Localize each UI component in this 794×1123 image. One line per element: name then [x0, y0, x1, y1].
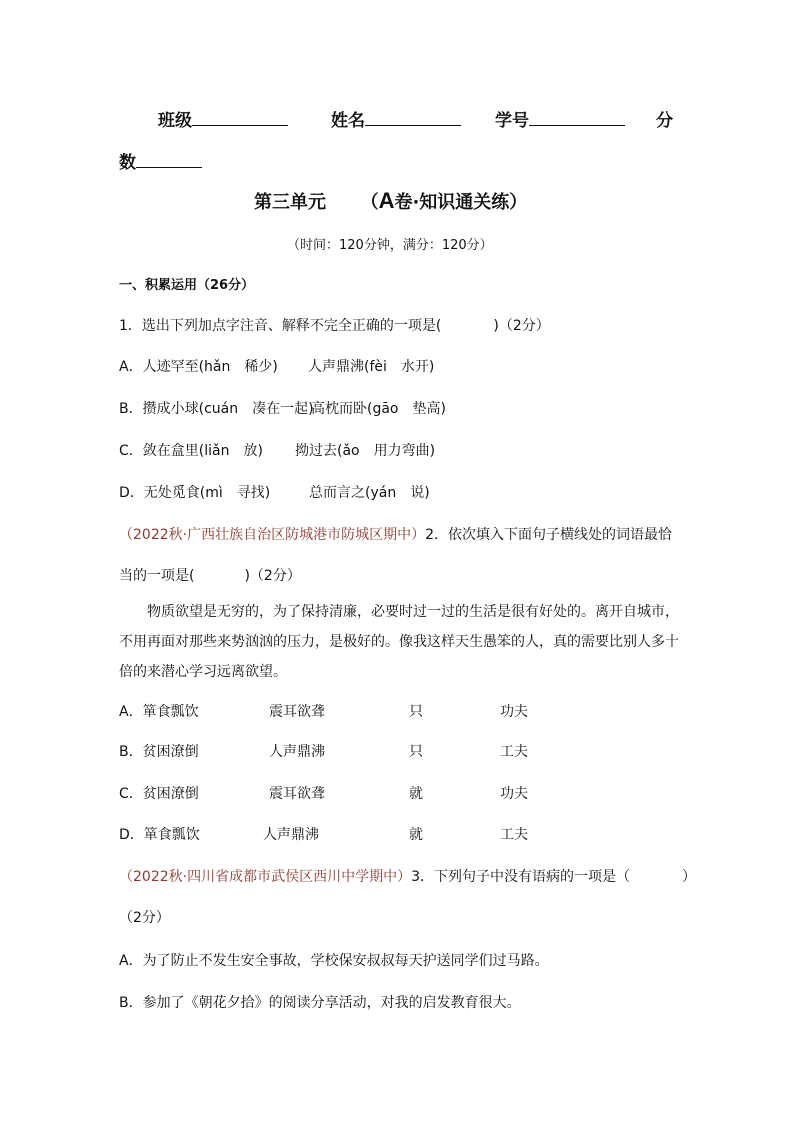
student-id-blank[interactable] [529, 109, 625, 126]
q1-option-a[interactable] [119, 357, 435, 377]
title-unit: 第三单元 [254, 192, 326, 213]
option-word-3: 就 [409, 827, 423, 843]
option-label: A． [119, 359, 143, 375]
option-word-2: 震耳欲聋 [269, 704, 325, 720]
question-3-points: （2分） [119, 910, 170, 926]
q2-option-b[interactable] [119, 742, 528, 762]
question-2-source[interactable]: （2022秋·广西壮族自治区防城港市防城区期中） [119, 527, 426, 543]
title-rest: 卷·知识通关练） [394, 192, 528, 213]
option-text: 参加了《朝花夕拾》的阅读分享活动，对我的启发教育很大。 [142, 995, 521, 1011]
option-word-2: 震耳欲聋 [269, 786, 325, 802]
question-2-text-cont: 当的一项是( [119, 568, 195, 584]
option-left: 人迹罕至(hǎn 稀少) [142, 359, 278, 375]
option-word-4: 工夫 [500, 827, 528, 843]
option-word-1: 箪食瓢饮 [143, 827, 200, 843]
question-3-stem [119, 867, 696, 887]
q1-option-c[interactable] [119, 441, 436, 461]
option-label: C． [119, 443, 143, 459]
passage-line-3: 倍的来潜心学习远离欲望。 [119, 664, 287, 680]
q2-option-a[interactable] [119, 702, 528, 722]
option-label: B． [119, 744, 143, 760]
option-word-3: 只 [409, 744, 423, 760]
name-field [331, 106, 461, 131]
score-blank[interactable] [136, 151, 202, 168]
option-word-2: 人声鼎沸 [269, 744, 325, 760]
question-2-stem-cont [119, 566, 301, 586]
option-word-3: 就 [409, 786, 423, 802]
question-3-text: 3．下列句子中没有语病的一项是（ [411, 869, 630, 885]
option-word-2: 人声鼎沸 [263, 827, 319, 843]
option-word-1: 箪食瓢饮 [142, 704, 199, 720]
question-2-points: )（2分） [244, 568, 301, 584]
question-1-stem [119, 316, 550, 336]
option-right: 总而言之(yán 说) [309, 485, 430, 501]
passage-line-2: 不用再面对那些来势汹汹的压力，是极好的。像我这样天生愚笨的人，真的需要比别人多十 [119, 634, 679, 650]
option-label: D． [119, 827, 144, 843]
name-blank[interactable] [365, 109, 461, 126]
option-right: 人声鼎沸(fèi 水开) [308, 359, 435, 375]
name-label: 姓名 [331, 111, 365, 131]
q1-option-d[interactable] [119, 483, 430, 503]
question-3-close: ） [682, 869, 696, 885]
question-1-text: 1．选出下列加点字注音、解释不完全正确的一项是( [119, 318, 442, 334]
option-word-1: 贫困潦倒 [142, 744, 199, 760]
option-right: 拗过去(ǎo 用力弯曲) [295, 443, 436, 459]
question-2-stem [119, 525, 672, 545]
option-text: 为了防止不发生安全事故，学校保安叔叔每天护送同学们过马路。 [142, 953, 549, 969]
score-field [119, 148, 202, 173]
option-word-4: 功夫 [500, 786, 528, 802]
q2-option-c[interactable] [119, 784, 528, 804]
q3-option-b[interactable] [119, 993, 521, 1013]
question-3-source[interactable]: （2022秋·四川省成都市武侯区西川中学期中） [119, 869, 412, 885]
option-word-1: 贫困潦倒 [142, 786, 199, 802]
option-word-4: 功夫 [500, 704, 528, 720]
question-1-points: )（2分） [493, 318, 550, 334]
passage-line-1: 物质欲望是无穷的，为了保持清廉，必要时过一过的生活是很有好处的。离开自城市， [147, 604, 679, 620]
option-left: 无处觅食(mì 寻找) [143, 485, 271, 501]
page-title [254, 188, 527, 214]
student-id-label: 学号 [495, 111, 529, 131]
option-left: 敛在盒里(liǎn 放) [142, 443, 263, 459]
class-label: 班级 [158, 111, 192, 131]
option-word-4: 工夫 [500, 744, 528, 760]
option-label: B． [119, 401, 143, 417]
class-blank[interactable] [192, 109, 288, 126]
option-label: A． [119, 704, 143, 720]
q2-option-d[interactable] [119, 825, 528, 845]
section-heading: 一、积累运用（26分） [119, 278, 255, 293]
option-word-3: 只 [409, 704, 423, 720]
student-id-field [495, 106, 625, 131]
class-field [158, 106, 288, 131]
option-label: D． [119, 485, 144, 501]
score-label-part1: 分 [656, 111, 673, 131]
q1-option-b[interactable] [119, 399, 446, 419]
title-open-paren: （ [360, 192, 379, 213]
option-label: C． [119, 786, 143, 802]
title-letter: A [378, 188, 395, 213]
option-label: A． [119, 953, 143, 969]
option-label: B． [119, 995, 143, 1011]
option-right: 高枕而卧(gāo 垫高) [311, 401, 446, 417]
question-2-text: 2．依次填入下面句子横线处的词语最恰 [425, 527, 672, 543]
option-left: 攒成小球(cuán 凑在一起) [142, 401, 314, 417]
score-label-part2: 数 [119, 153, 136, 173]
q3-option-a[interactable] [119, 951, 549, 971]
subtitle: （时间：120分钟，满分：120分） [287, 238, 493, 253]
